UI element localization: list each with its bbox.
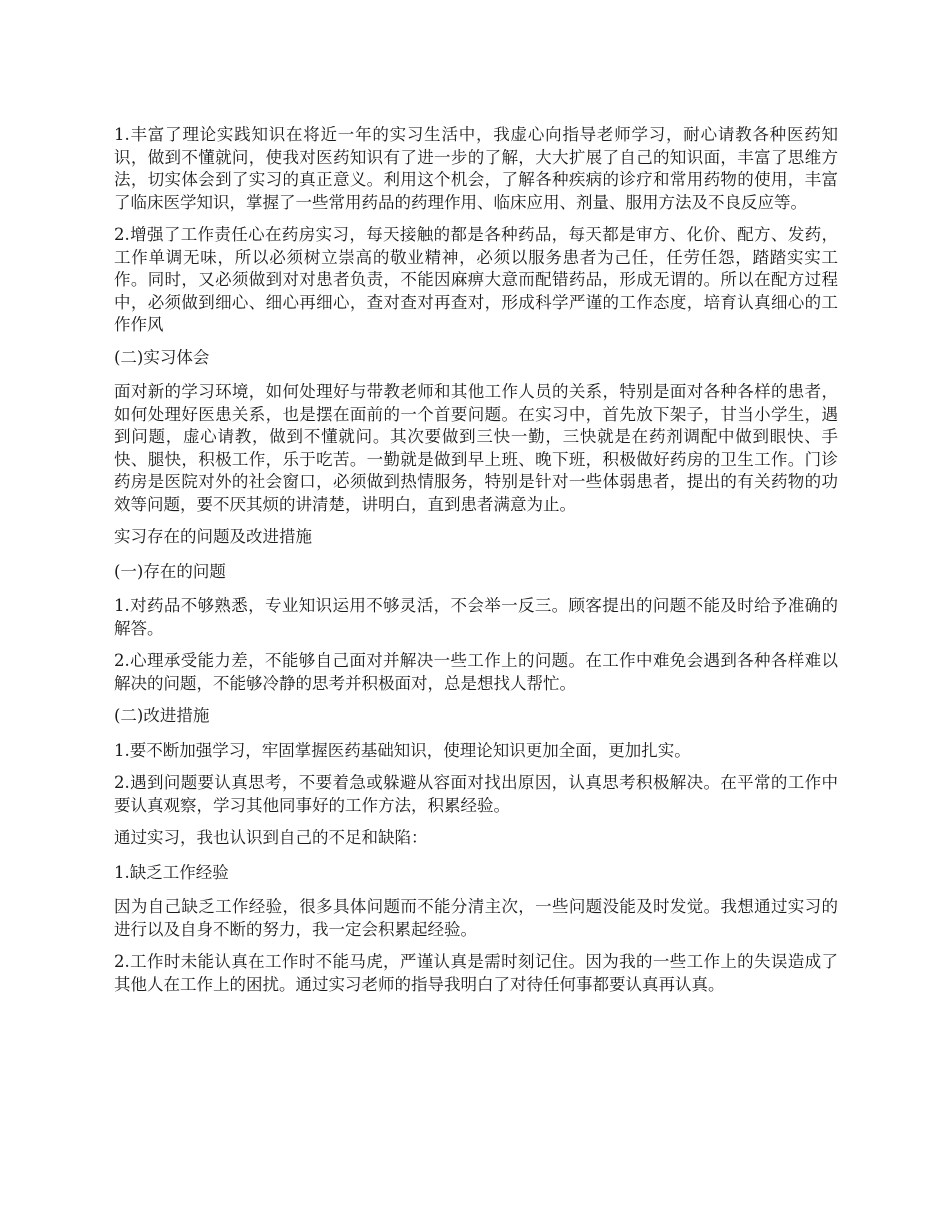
document-page	[114, 124, 838, 1006]
section-heading-existing-problems: (一)存在的问题	[114, 561, 226, 581]
section-heading-shortcomings: 通过实习，我也认识到自己的不足和缺陷：	[114, 828, 428, 847]
paragraph-7: 2.遇到问题要认真思考，不要着急或躲避从容面对找出原因，认真思考积极解决。在平常的工作中要认真观察，学习其他同事好的工作方法，积累经验。	[114, 773, 838, 815]
paragraph-8: 因为自己缺乏工作经验，很多具体问题而不能分清主次，一些问题没能及时发觉。我想通过实习的进行以及自身不断的努力，我一定会积累起经验。	[114, 897, 838, 939]
paragraph-3: 面对新的学习环境，如何处理好与带教老师和其他工作人员的关系，特别是面对各种各样的患者，如何处理好医患关系，也是摆在面前的一个首要问题。在实习中，首先放下架子，甘当小学生，遇到问题，虚心请教，做到不懂就问。其次要做到三快一勤，三快就是在药剂调配中做到眼快、手快、腿快，积极工作，乐于吃苦。一勤就是做到早上班、晚下班，积极做好药房的卫生工作。门诊药房是医院对外的社会窗口，必须做到热情服务，特别是针对一些体弱患者，提出的有关药物的功效等问题，要不厌其烦的讲清楚，讲明白，直到患者满意为止。	[114, 382, 838, 514]
paragraph-9: 2.工作时未能认真在工作时不能马虎，严谨认真是需时刻记住。因为我的一些工作上的失误造成了其他人在工作上的困扰。通过实习老师的指导我明白了对待任何事都要认真再认真。	[114, 952, 838, 994]
paragraph-2: 2.增强了工作责任心在药房实习，每天接触的都是各种药品，每天都是审方、化价、配方、发药，工作单调无味，所以必须树立崇高的敬业精神，必须以服务患者为己任，任劳任怨，踏踏实实工作。同时，又必须做到对对患者负责，不能因麻痹大意而配错药品，形成无谓的。所以在配方过程中，必须做到细心、细心再细心，查对查对再查对，形成科学严谨的工作态度，培育认真细心的工作作风	[114, 225, 838, 334]
paragraph-6: 1.要不断加强学习，牢固掌握医药基础知识，使理论知识更加全面，更加扎实。	[114, 740, 691, 760]
paragraph-5: 2.心理承受能力差，不能够自己面对并解决一些工作上的问题。在工作中难免会遇到各种各样难以解决的问题，不能够冷静的思考并积极面对，总是想找人帮忙。	[114, 651, 838, 693]
section-heading-practice-experience: (二)实习体会	[114, 347, 210, 367]
paragraph-1: 1.丰富了理论实践知识在将近一年的实习生活中，我虚心向指导老师学习，耐心请教各种医药知识，做到不懂就问，使我对医药知识有了进一步的了解，大大扩展了自己的知识面，丰富了思维方法，切实体会到了实习的真正意义。利用这个机会，了解各种疾病的诊疗和常用药物的使用，丰富了临床医学知识，掌握了一些常用药品的药理作用、临床应用、剂量、服用方法及不良反应等。	[114, 125, 838, 212]
section-heading-lack-of-experience: 1.缺乏工作经验	[114, 862, 229, 882]
paragraph-4: 1.对药品不够熟悉，专业知识运用不够灵活，不会举一反三。顾客提出的问题不能及时给予准确的解答。	[114, 596, 838, 638]
section-heading-problems-and-measures: 实习存在的问题及改进措施	[114, 527, 312, 546]
section-heading-improvement-measures: (二)改进措施	[114, 706, 210, 725]
